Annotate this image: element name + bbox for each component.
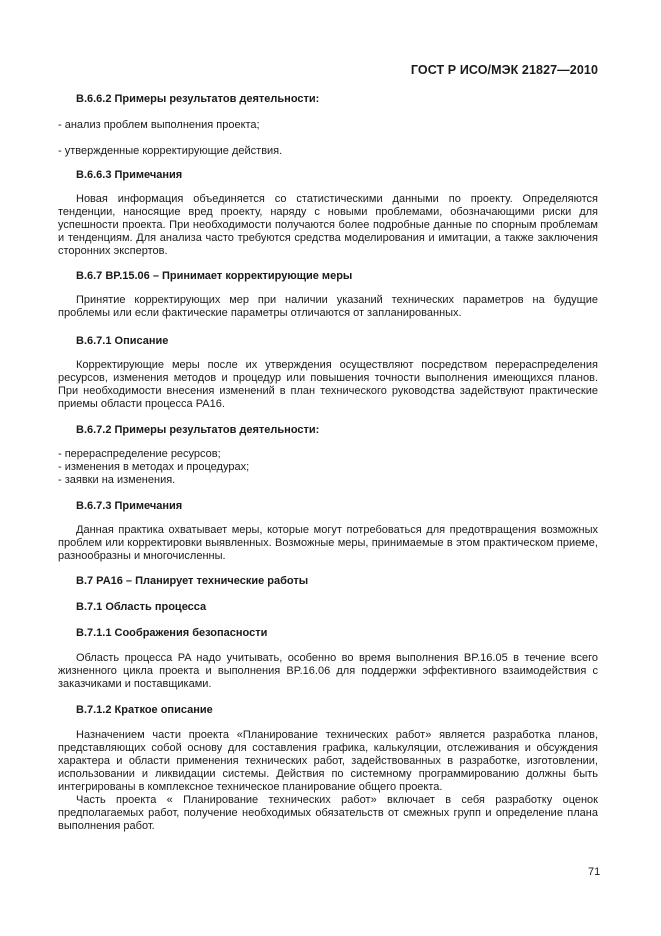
section-heading: В.7.1 Область процесса: [76, 601, 207, 613]
section-heading: В.7.1.1 Соображения безопасности: [76, 627, 268, 639]
paragraph: Корректирующие меры после их утверждения осуществляют посредством перераспределения ресурсов, изменения методов и процедур или повышения точности выполнения имеющихся планов. При необходимости внесения изменений в план технического руководства задействуют практические приемы области процесса PA16.: [58, 359, 598, 411]
paragraph: Назначением части проекта «Планирование технических работ» является разработка планов, представляющих собой основу для составления графика, калькуляции, отслеживания и обсуждения характера и области применения технических работ, задействованных в разработке, изготовлении, использовании и ликвидации системы. Действия по системному программированию должны быть интегрированы в комплексное техническое планирование общего проекта.: [58, 729, 598, 794]
section-heading: В.6.6.3 Примечания: [76, 169, 183, 181]
paragraph: Данная практика охватывает меры, которые могут потребоваться для предотвращения возможных проблем или корректировки выявленных. Возможные меры, принимаемые в этом практическом приеме, разнообразны и многочисленны.: [58, 524, 598, 563]
section-heading: В.6.7 BP.15.06 – Принимает корректирующие меры: [76, 270, 353, 282]
list-item: - утвержденные корректирующие действия.: [58, 145, 283, 157]
section-heading: В.7 PA16 – Планирует технические работы: [76, 575, 309, 587]
paragraph: Область процесса PA надо учитывать, особенно во время выполнения BP.16.05 в течение всего жизненного цикла проекта и выполнения BP.16.06 для поддержки эффективного взаимодействия с заказчиками и поставщиками.: [58, 652, 598, 691]
document-id-header: ГОСТ Р ИСО/МЭК 21827—2010: [410, 63, 598, 77]
page-number: 71: [588, 866, 601, 878]
section-heading: В.7.1.2 Краткое описание: [76, 704, 213, 716]
list-item: - изменения в методах и процедурах;: [58, 461, 250, 473]
section-heading: В.6.6.2 Примеры результатов деятельности:: [76, 93, 320, 105]
section-heading: В.6.7.2 Примеры результатов деятельности:: [76, 424, 320, 436]
list-item: - перераспределение ресурсов;: [58, 448, 221, 460]
section-heading: В.6.7.1 Описание: [76, 335, 169, 347]
list-item: - анализ проблем выполнения проекта;: [58, 119, 260, 131]
section-heading: В.6.7.3 Примечания: [76, 500, 183, 512]
paragraph: Принятие корректирующих мер при наличии указаний технических параметров на будущие проблемы или если фактические параметры отличаются от запланированных.: [58, 294, 598, 320]
paragraph: Новая информация объединяется со статистическими данными по проекту. Определяются тенденции, наносящие вред проекту, наряду с новыми проблемами, обозначающими риски для успешности проекта. При необходимости получаются более подробные данные по спорным проблемам и тенденциям. Для анализа часто требуются средства моделирования и имитации, а также заключения сторонних экспертов.: [58, 193, 598, 258]
paragraph: Часть проекта « Планирование технических работ» включает в себя разработку оценок предполагаемых работ, получение необходимых обязательств от смежных групп и определение плана выполнения работ.: [58, 794, 598, 833]
list-item: - заявки на изменения.: [58, 474, 176, 486]
